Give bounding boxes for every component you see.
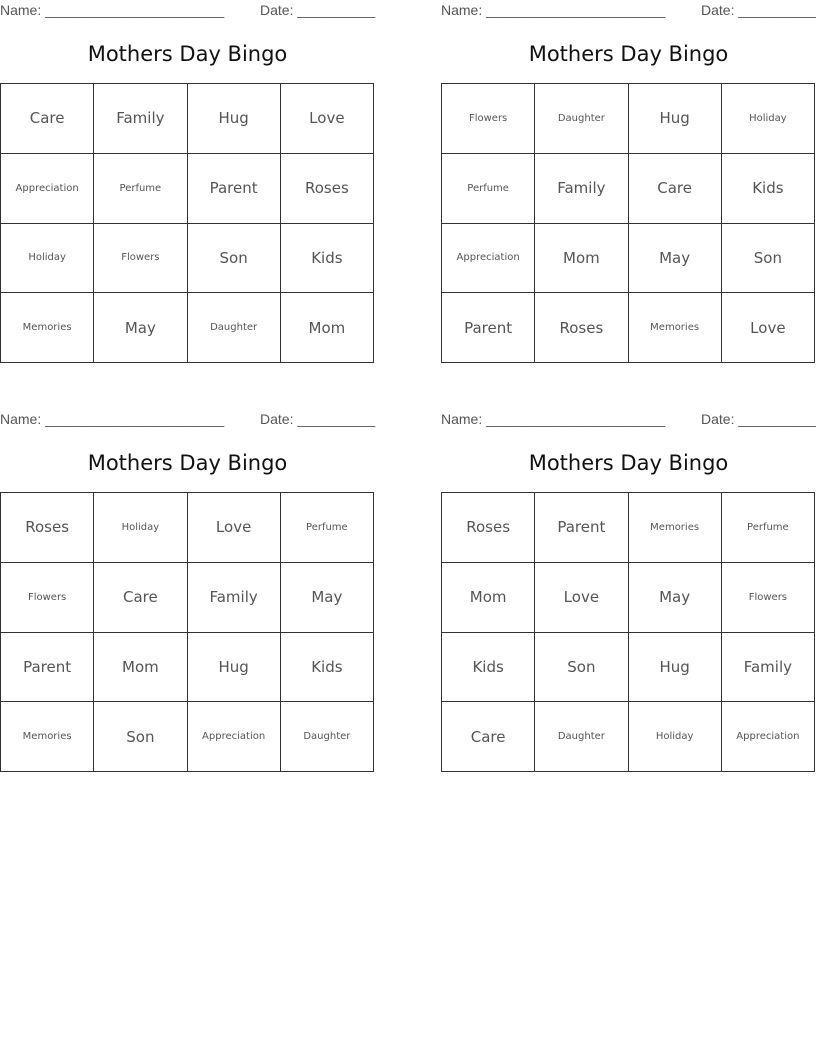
- bingo-cell[interactable]: Holiday: [94, 493, 187, 563]
- header-row: [0, 409, 375, 429]
- bingo-cell[interactable]: Appreciation: [442, 224, 535, 294]
- bingo-cell[interactable]: Flowers: [94, 224, 187, 294]
- bingo-cell[interactable]: Mom: [94, 633, 187, 703]
- bingo-cell[interactable]: Daughter: [188, 293, 281, 363]
- bingo-cell[interactable]: Parent: [1, 633, 94, 703]
- bingo-cell[interactable]: Mom: [535, 224, 628, 294]
- bingo-card-3: [0, 409, 376, 746]
- bingo-cell[interactable]: May: [629, 224, 722, 294]
- bingo-cell[interactable]: Family: [722, 633, 815, 703]
- bingo-cell[interactable]: Daughter: [535, 84, 628, 154]
- bingo-cell[interactable]: Son: [188, 224, 281, 294]
- card-title: Mothers Day Bingo: [87, 451, 288, 475]
- bingo-cell[interactable]: Perfume: [281, 493, 374, 563]
- name-field[interactable]: Name: _______________________: [441, 411, 666, 427]
- bingo-cell[interactable]: Kids: [281, 224, 374, 294]
- bingo-cell[interactable]: Care: [1, 84, 94, 154]
- bingo-cell[interactable]: Memories: [629, 493, 722, 563]
- bingo-cell[interactable]: Love: [722, 293, 815, 363]
- bingo-cell[interactable]: Roses: [535, 293, 628, 363]
- bingo-cell[interactable]: Son: [722, 224, 815, 294]
- bingo-cell[interactable]: Hug: [629, 633, 722, 703]
- bingo-cell[interactable]: Love: [281, 84, 374, 154]
- bingo-cell[interactable]: Perfume: [442, 154, 535, 224]
- bingo-cell[interactable]: Perfume: [94, 154, 187, 224]
- bingo-cell[interactable]: Son: [94, 702, 187, 772]
- card-title: Mothers Day Bingo: [528, 451, 729, 475]
- bingo-cell[interactable]: Hug: [188, 633, 281, 703]
- bingo-cell[interactable]: Memories: [629, 293, 722, 363]
- bingo-cell[interactable]: Flowers: [442, 84, 535, 154]
- bingo-grid: [441, 83, 815, 363]
- bingo-cell[interactable]: Kids: [281, 633, 374, 703]
- bingo-grid: [0, 492, 374, 772]
- bingo-cell[interactable]: Flowers: [722, 563, 815, 633]
- bingo-cell[interactable]: Memories: [1, 293, 94, 363]
- bingo-cell[interactable]: Appreciation: [188, 702, 281, 772]
- bingo-cell[interactable]: Daughter: [281, 702, 374, 772]
- bingo-cell[interactable]: Parent: [535, 493, 628, 563]
- header-row: [0, 0, 375, 20]
- bingo-cell[interactable]: Care: [94, 563, 187, 633]
- bingo-cell[interactable]: Family: [94, 84, 187, 154]
- bingo-cell[interactable]: Perfume: [722, 493, 815, 563]
- bingo-cell[interactable]: Flowers: [1, 563, 94, 633]
- header-row: [441, 0, 816, 20]
- name-field[interactable]: Name: _______________________: [0, 2, 225, 18]
- bingo-cell[interactable]: May: [94, 293, 187, 363]
- bingo-cell[interactable]: Love: [188, 493, 281, 563]
- bingo-cell[interactable]: May: [629, 563, 722, 633]
- name-field[interactable]: Name: _______________________: [0, 411, 225, 427]
- bingo-card-2: [441, 0, 816, 337]
- date-field[interactable]: Date: __________: [701, 411, 816, 427]
- date-field[interactable]: Date: __________: [701, 2, 816, 18]
- bingo-cell[interactable]: Kids: [722, 154, 815, 224]
- bingo-cell[interactable]: Roses: [1, 493, 94, 563]
- bingo-cell[interactable]: Family: [535, 154, 628, 224]
- bingo-cell[interactable]: Care: [442, 702, 535, 772]
- bingo-cell[interactable]: Daughter: [535, 702, 628, 772]
- bingo-cell[interactable]: Family: [188, 563, 281, 633]
- bingo-cell[interactable]: Care: [629, 154, 722, 224]
- bingo-cell[interactable]: Hug: [188, 84, 281, 154]
- bingo-cell[interactable]: May: [281, 563, 374, 633]
- bingo-cell[interactable]: Roses: [442, 493, 535, 563]
- name-field[interactable]: Name: _______________________: [441, 2, 666, 18]
- bingo-cell[interactable]: Love: [535, 563, 628, 633]
- bingo-cell[interactable]: Roses: [281, 154, 374, 224]
- bingo-cell[interactable]: Mom: [281, 293, 374, 363]
- date-field[interactable]: Date: __________: [260, 2, 376, 18]
- card-title: Mothers Day Bingo: [87, 42, 288, 66]
- bingo-card-4: [441, 409, 816, 746]
- bingo-cell[interactable]: Holiday: [722, 84, 815, 154]
- bingo-grid: [0, 83, 374, 363]
- bingo-card-1: [0, 0, 376, 337]
- card-title: Mothers Day Bingo: [528, 42, 729, 66]
- bingo-cell[interactable]: Hug: [629, 84, 722, 154]
- bingo-cell[interactable]: Kids: [442, 633, 535, 703]
- bingo-cell[interactable]: Mom: [442, 563, 535, 633]
- bingo-cell[interactable]: Parent: [442, 293, 535, 363]
- bingo-cell[interactable]: Holiday: [1, 224, 94, 294]
- date-field[interactable]: Date: __________: [260, 411, 376, 427]
- bingo-cell[interactable]: Holiday: [629, 702, 722, 772]
- bingo-cell[interactable]: Son: [535, 633, 628, 703]
- bingo-cell[interactable]: Appreciation: [722, 702, 815, 772]
- header-row: [441, 409, 816, 429]
- bingo-cell[interactable]: Memories: [1, 702, 94, 772]
- bingo-grid: [441, 492, 815, 772]
- bingo-cell[interactable]: Appreciation: [1, 154, 94, 224]
- bingo-cell[interactable]: Parent: [188, 154, 281, 224]
